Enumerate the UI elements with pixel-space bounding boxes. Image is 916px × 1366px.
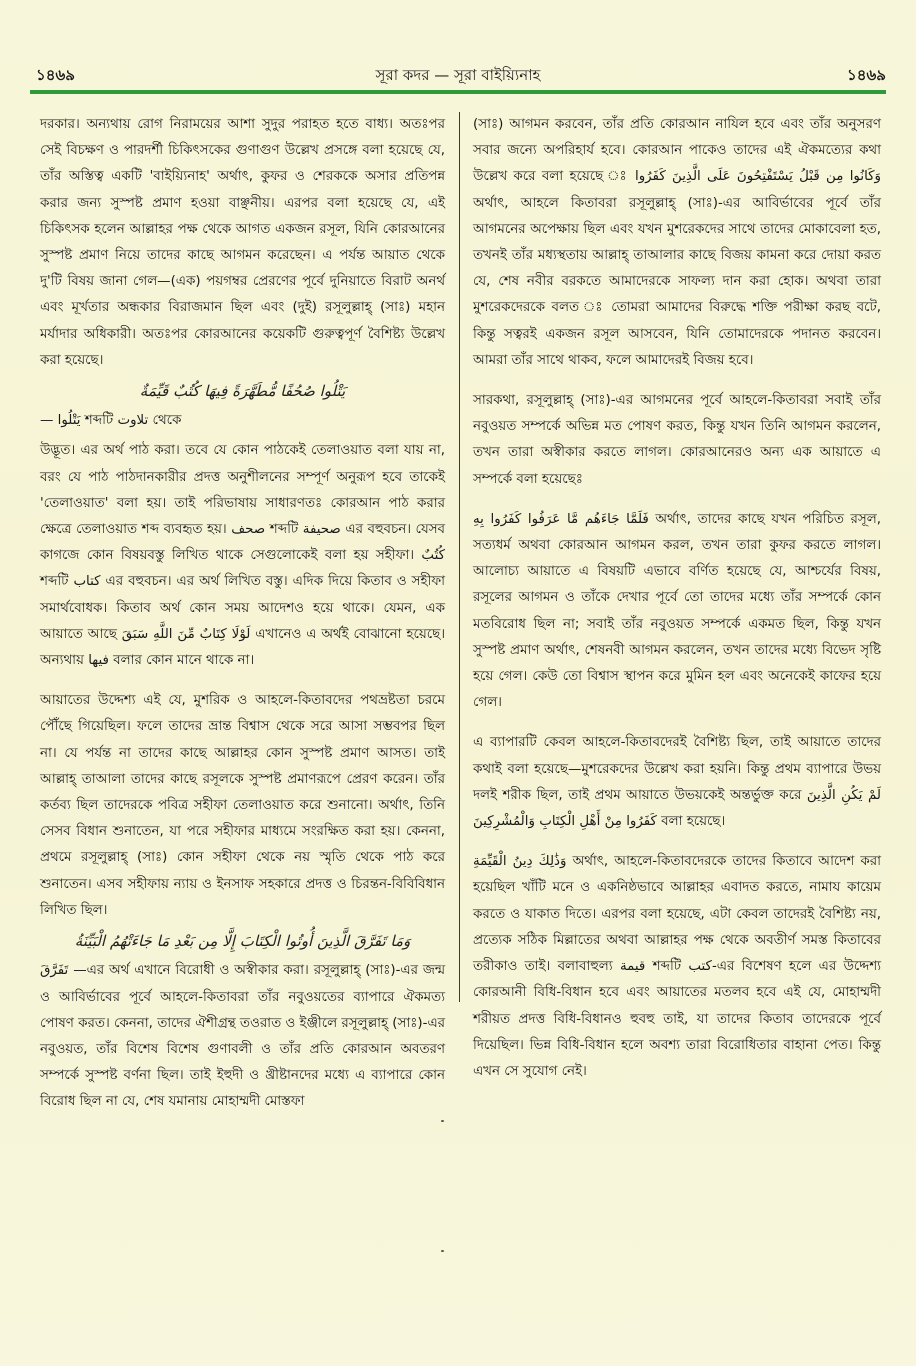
arabic-verse: يَتْلُوا صُحُفًا مُّطَهَّرَةً فِيهَا كُتُبٌ قَيِّمَةٌ [139,382,346,401]
header-rule [30,90,886,94]
print-speck [441,1250,444,1252]
page-number-left: ১৪৬৯ [36,66,75,84]
running-header [30,60,886,90]
print-speck [441,1120,444,1122]
paragraph-lead: — يَتْلُوا শব্দটি تلاوت থেকে [40,413,182,429]
paragraph: আয়াতের উদ্দেশ্য এই যে, মুশরিক ও আহলে-কিতাবদের পথভ্রষ্টতা চরমে পৌঁছে গিয়েছিল। ফলে তাদের ভ্রান্ত বিশ্বাস থেকে সরে আসা সম্ভবপর ছিল না। যে পর্যন্ত না তাদের কাছে আল্লাহর কোন সুস্পষ্ট প্রমাণ আসত। তাই আল্লাহ্ তাআলা তাদের কাছে রসূলকে সুস্পষ্ট প্রমাণরূপে প্রেরণ করেন। তাঁর কর্তব্য ছিল তাদেরকে পবিত্র সহীফা তেলাওয়াত করে শুনানো। অর্থাৎ, তিনি সেসব বিধান শুনাতেন, যা পরে সহীফার মাধ্যমে সংরক্ষিত করা হয়। কেননা, প্রথমে রসূলুল্লাহ্ (সাঃ) কোন সহীফা থেকে নয় স্মৃতি থেকে পাঠ করে শুনাতেন। এসব সহীফায় ন্যায় ও ইনসাফ সহকারে প্রদত্ত ও চিরন্তন-বিবিবিধান লিখিত ছিল। [40,693,445,918]
paragraph: (সাঃ) আগমন করবেন, তাঁর প্রতি কোরআন নাযিল হবে এবং তাঁর অনুসরণ সবার জন্যে অপরিহার্য হবে। কোরআন পাকেও তাদের এই ঐকমত্যের কথা উল্লেখ করে বলা হয়েছে ঃ وَكَانُوا مِن قَبْلُ يَسْتَفْتِحُونَ عَلَى الَّذِينَ كَفَرُوا অর্থাৎ, আহলে কিতাবরা রসূলুল্লাহ্ (সাঃ)-এর আবির্ভাবের পূর্বে তাঁর আগমনের অপেক্ষায় ছিল এবং যখন মুশরেকদের সাথে তাদের মোকাবেলা হত, তখনই তাঁর মধ্যস্থতায় আল্লাহ্ তাআলার কাছে বিজয় কামনা করে দোয়া করত যে, শেষ নবীর বরকতে আমাদেরকে সাফল্য দান করা হোক। অথবা তারা মুশরেকদেরকে বলত ঃ তোমরা আমাদের বিরুদ্ধে শক্তি পরীক্ষা করছ বটে, কিন্তু সত্বরই একজন রসূল আসবেন, যিনি তোমাদেরকে পদানত করবেন। আমরা তাঁর সাথে থাকব, ফলে আমাদেরই বিজয় হবে। [473,117,881,368]
page-number-right: ১৪৬৯ [847,66,886,84]
paragraph: وَذَٰلِكَ دِينُ الْقَيِّمَةِ অর্থাৎ, আহলে-কিতাবদেরকে তাদের কিতাবে আদেশ করা হয়েছিল খাঁটি মনে ও একনিষ্ঠভাবে আল্লাহর এবাদত করতে, নামায কায়েম করতে ও যাকাত দিতে। এরপর বলা হয়েছে, এটা কেবল তাদেরই বৈশিষ্ট্য নয়, প্রত্যেক সঠিক মিল্লাতের অথবা আল্লাহর পক্ষ থেকে অবতীর্ণ সমস্ত কিতাবের তরীকাও তাই। বলাবাহুল্য قيمة শব্দটি كتب-এর বিশেষণ হলে এর উদ্দেশ্য কোরআনী বিধি-বিধান হবে এবং আয়াতের মতলব হবে এই যে, মোহাম্মদী শরীয়ত প্রদত্ত বিধি-বিধানও হুবহু তাই, যা তাদের কিতাব তাদেরকে পূর্বে দিয়েছিল। ভিন্ন বিধি-বিধান হলে অবশ্য তারা বিরোধিতার বাহানা পেত। কিন্তু এখন সে সুযোগ নেই। [473,854,881,1079]
surah-title: সূরা কদর — সূরা বাইয়্যিনাহ [375,66,541,84]
paragraph: উদ্ভূত। এর অর্থ পাঠ করা। তবে যে কোন পাঠকেই তেলাওয়াত বলা যায় না, বরং যে পাঠ পাঠদানকারীর প্রদত্ত অনুশীলনের সম্পূর্ণ অনুরূপ হবে তাকেই 'তেলাওয়াত' বলা হয়। তাই পরিভাষায় সাধারণতঃ কোরআন পাঠ করার ক্ষেত্রে তেলাওয়াত শব্দ ব্যবহৃত হয়। صحف শব্দটি صحيفة এর বহুবচন। যেসব কাগজে কোন বিষয়বস্তু লিখিত থাকে সেগুলোকেই বলা হয় সহীফা। كُتُبٌ শব্দটি كتاب এর বহুবচন। এর অর্থ লিখিত বস্তু। এদিক দিয়ে কিতাব ও সহীফা সমার্থবোধক। কিতাব অর্থ কোন সময় আদেশও হয়ে থাকে। যেমন, এক আয়াতে আছে لَوْلَا كِتَابٌ مِّنَ اللَّهِ سَبَقَ এখানেও এ অর্থই বোঝানো হয়েছে। অন্যথায় فيها বলার কোন মানে থাকে না। [40,443,446,669]
left-column [40,112,445,1120]
arabic-verse: وَمَا تَفَرَّقَ الَّذِينَ أُوتُوا الْكِتَابَ إِلَّا مِن بَعْدِ مَا جَاءَتْهُمُ الْبَيِّنَةُ [74,932,411,951]
paragraph: فَلَمَّا جَاءَهُم مَّا عَرَفُوا كَفَرُوا بِهِ অর্থাৎ, তাদের কাছে যখন পরিচিত রসূল, সত্যধর্ম অথবা কোরআন আগমন করল, তখন তারা কুফর করতে লাগল। আলোচ্য আয়াতে এ বিষয়টি এভাবে বর্ণিত হয়েছে যে, আশ্চর্যের বিষয়, রসূলের আগমন ও তাঁকে দেখার পূর্বে তো তাদের মধ্যে তাঁর সম্পর্কে কোন মতবিরোধ ছিল না; সবাই তাঁর নবুওয়ত সম্পর্কে একমত ছিল, কিন্তু যখন সুস্পষ্ট প্রমাণ অর্থাৎ, শেষনবী আগমন করলেন, তখন তাদের মধ্যে বিভেদ সৃষ্টি হয়ে গেল। কেউ তো বিশ্বাস স্থাপন করে মুমিন হল এবং অনেকেই কাফের হয়ে গেল। [473,511,881,711]
paragraph: দরকার। অন্যথায় রোগ নিরাময়ের আশা সুদুর পরাহত হতে বাধ্য। অতঃপর সেই বিচক্ষণ ও পারদর্শী চিকিৎসকের গুণাগুণ উল্লেখ প্রসঙ্গে বলা হয়েছে যে, তাঁর অস্তিত্ব একটি 'বাইয়্যিনাহ' অর্থাৎ, কুফর ও শেরককে অসার প্রতিপন্ন করার জন্য সুস্পষ্ট প্রমাণ হওয়া বাঞ্ছনীয়। এরপর বলা হয়েছে যে, এই চিকিৎসক হলেন আল্লাহর পক্ষ থেকে আগত একজন রসূল, যিনি কোরআনের সুস্পষ্ট প্রমাণ নিয়ে তাদের কাছে আগমন করেছেন। এ পর্যন্ত আয়াত থেকে দু'টি বিষয় জানা গেল—(এক) পয়গম্বর প্রেরণের পূর্বে দুনিয়াতে বিরাট অনর্থ এবং মূর্খতার অন্ধকার বিরাজমান ছিল এবং (দুই) রসূলুল্লাহ্ (সাঃ) মহান মর্যাদার অধিকারী। অতঃপর কোরআনের কয়েকটি গুরুত্বপূর্ণ বৈশিষ্ট্য উল্লেখ করা হয়েছে। [40,117,446,368]
right-column [473,112,881,1089]
paragraph: সারকথা, রসূলুল্লাহ্ (সাঃ)-এর আগমনের পূর্বে আহলে-কিতাবরা সবাই তাঁর নবুওয়ত সম্পর্কে অভিন্ন মত পোষণ করত, কিন্তু যখন তিনি আগমন করলেন, তখন তারা অস্বীকার করতে লাগল। কোরআনেরও অন্য এক আয়াতে এ সম্পর্কে বলা হয়েছেঃ [473,393,881,487]
paragraph: تَفَرَّقَ —এর অর্থ এখানে বিরোধী ও অস্বীকার করা। রসূলুল্লাহ্ (সাঃ)-এর জন্ম ও আবির্ভাবের পূর্বে আহলে-কিতাবরা তাঁর নবুওয়তের ব্যাপারে ঐকমত্য পোষণ করত। কেননা, তাদের ঐশীগ্রন্থ তওরাত ও ইঞ্জীলে রসূলুল্লাহ্ (সাঃ)-এর নবুওয়ত, তাঁর বিশেষ বিশেষ গুণাবলী ও তাঁর প্রতি কোরআন অবতরণ সম্পর্কে সুস্পষ্ট বর্ণনা ছিল। তাই ইহুদী ও খ্রীষ্টানদের মধ্যে এ ব্যাপারে কোন বিরোধ ছিল না যে, শেষ যমানায় মোহাম্মদী মোস্তফা [40,963,445,1110]
column-divider [459,112,460,1002]
paragraph: এ ব্যাপারটি কেবল আহলে-কিতাবদেরই বৈশিষ্ট্য ছিল, তাই আয়াতে তাদের কথাই বলা হয়েছে—মুশরেকদের উল্লেখ করা হয়নি। কিন্তু প্রথম ব্যাপারে উভয় দলই শরীক ছিল, তাই প্রথম আয়াতে উভয়কেই অন্তর্ভুক্ত করে لَمْ يَكُنِ الَّذِينَ كَفَرُوا مِنْ أَهْلِ الْكِتَابِ وَالْمُشْرِكِينَ বলা হয়েছে। [473,735,881,830]
